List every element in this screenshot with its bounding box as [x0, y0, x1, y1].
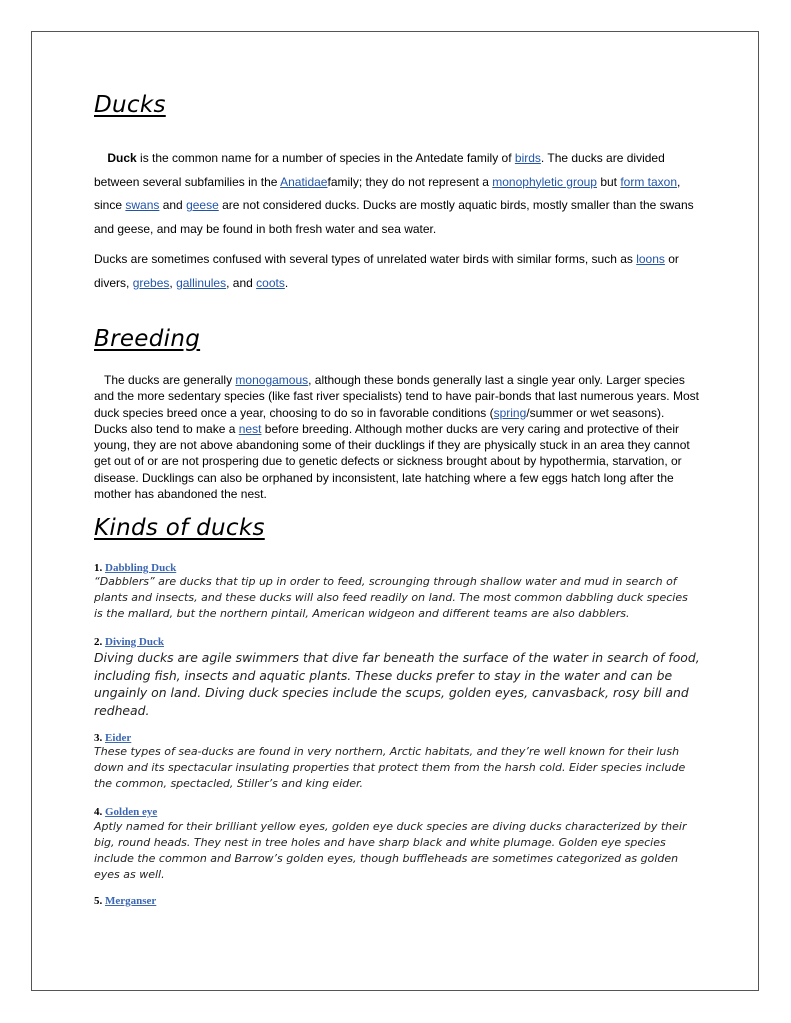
text-run: , since [94, 174, 681, 212]
breeding-paragraph [94, 372, 700, 502]
text-run: is the common name for a number of species in the Antedate family of [136, 151, 515, 165]
heading-breeding: Breeding [94, 326, 201, 352]
heading-kinds-of-ducks: Kinds of ducks [94, 515, 265, 541]
link-form-taxon[interactable]: form taxon [620, 174, 678, 189]
link-spring[interactable]: spring [493, 405, 527, 420]
document-page [31, 31, 759, 991]
kind-number: 3. [94, 732, 105, 744]
link-anatidae[interactable]: Anatidae [280, 174, 328, 189]
link-nest[interactable]: nest [238, 421, 262, 436]
link-merganser[interactable]: Merganser [105, 895, 157, 907]
kind-desc-1: “Dabblers” are ducks that tip up in order to feed, scrounging through shallow water and mud in search of plants and insects, and these ducks will also feed readily on land. The most common dabbling duck species is the mallard, but the northern pintail, American widgeon and different teams are also dabblers. [94, 575, 688, 620]
text-run: , and [226, 275, 257, 290]
text-run: or divers, [94, 252, 679, 290]
kind-desc-2: Diving ducks are agile swimmers that dive far beneath the surface of the water in search of food, including fish, insects and aquatic plants. These ducks prefer to stay in the water and can be ungainly on land. Diving duck species include the scups, golden eyes, canvasback, rosy bill and redhead. [94, 650, 700, 718]
heading-ducks: Ducks [94, 92, 166, 118]
kind-desc-3: These types of sea-ducks are found in very northern, Arctic habitats, and they’re well known for their lush down and its spectacular insulating properties that protect them from the harsh cold. Eider species include the common, spectacled, Stiller’s and king eider. [94, 745, 686, 790]
link-eider[interactable]: Eider [105, 732, 132, 744]
link-grebes[interactable]: grebes [132, 275, 170, 290]
kind-number: 5. [94, 895, 105, 907]
link-loons[interactable]: loons [636, 252, 665, 266]
link-dabbling-duck[interactable]: Dabbling Duck [105, 562, 177, 574]
link-diving-duck[interactable]: Diving Duck [105, 636, 164, 648]
text-run: The ducks are generally [104, 373, 236, 387]
link-birds[interactable]: birds [514, 151, 541, 165]
text-run: . [284, 275, 289, 290]
kind-number: 2. [94, 636, 105, 648]
kind-number: 4. [94, 806, 105, 818]
text-run: . The ducks are divided between several subfamilies in the [94, 151, 665, 189]
text-run: Ducks are sometimes confused with several types of unrelated water birds with similar forms, such as [94, 252, 637, 266]
link-coots[interactable]: coots [256, 275, 285, 290]
text-run: and [159, 198, 187, 212]
text-run: family; they do not represent a [327, 174, 493, 189]
text-run: , [169, 275, 177, 290]
text-run: /summer or wet seasons). Ducks also tend to make a [94, 405, 665, 436]
kind-desc-4: Aptly named for their brilliant yellow eyes, golden eye duck species are diving ducks characterized by their big, round heads. They nest in tree holes and have sharp black and white plumage. Golden eye species include the common and Barrow’s golden eyes, though buffleheads are sometimes categorized as golden eyes as well. [94, 820, 687, 881]
kind-title-4 [94, 806, 157, 818]
kind-title-5 [94, 895, 156, 907]
link-gallinules[interactable]: gallinules [176, 275, 227, 290]
duck-bold: Duck [107, 151, 137, 165]
ducks-paragraph-1 [94, 147, 700, 241]
link-geese[interactable]: geese [186, 198, 219, 212]
kind-number: 1. [94, 562, 105, 574]
text-run: are not considered ducks. Ducks are mostly aquatic birds, mostly smaller than the swans and geese, and may be found in both fresh water and sea water. [94, 198, 694, 236]
link-monogamous[interactable]: monogamous [235, 373, 309, 387]
text-run: before breeding. Although mother ducks are very caring and protective of their young, they are not above abandoning some of their ducklings if they are physically stuck in an area they cannot get out of or are not prospering due to genetic defects or sickness brought about by hypothermia, starvation, or disease. Ducklings can also be orphaned by inconsistent, late hatching where a few eggs hatch long after the mother has abandoned the nest. [94, 421, 690, 502]
kind-title-3 [94, 732, 131, 744]
link-golden-eye[interactable]: Golden eye [105, 806, 158, 818]
link-monophyletic-group[interactable]: monophyletic group [492, 174, 597, 189]
kind-title-2 [94, 636, 164, 648]
text-run: but [596, 174, 621, 189]
link-swans[interactable]: swans [125, 198, 160, 212]
text-run: , although these bonds generally last a single year only. Larger species and the more sedentary species (like fast river specialists) tend to have pair-bonds that last numerous years. Most duck species breed once a year, choosing to do so in favorable conditions ( [94, 373, 699, 420]
kind-title-1 [94, 562, 176, 574]
ducks-paragraph-2 [94, 248, 700, 295]
